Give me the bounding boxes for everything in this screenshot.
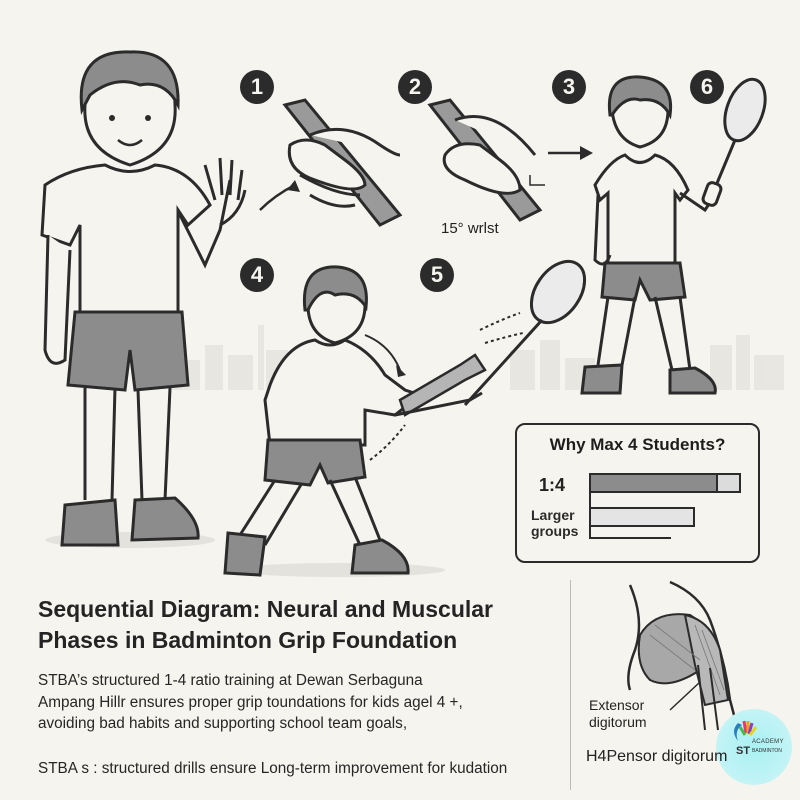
step-badge-3: 3	[552, 70, 586, 104]
muscle-label-secondary: H4Pensor digitorum	[586, 748, 728, 765]
muscle-label-line-2: digitorum	[589, 714, 647, 730]
bar-1-4-ratio	[589, 473, 741, 493]
muscle-label-extensor	[589, 697, 647, 731]
chart-baseline	[589, 537, 671, 539]
paragraph-line-1: STBA’s structured 1-4 ratio training at Dewan Serbaguna	[38, 672, 423, 689]
footer-text: STBA s : structured drills ensure Long-term improvement for kudation	[38, 760, 508, 777]
step-badge-1: 1	[240, 70, 274, 104]
step-badge-2: 2	[398, 70, 432, 104]
title-line-2: Phases in Badminton Grip Foundation	[38, 627, 458, 653]
chart-row-label-larger-groups: Larger groups	[531, 507, 579, 539]
grip-hand-step-1-icon	[255, 100, 400, 230]
ratio-comparison-chart	[515, 423, 760, 563]
step-badge-6: 6	[690, 70, 724, 104]
chart-row-label-1-4: 1:4	[539, 475, 566, 495]
wrist-angle-annotation: 15° wrlst	[441, 220, 499, 237]
page-title	[38, 594, 578, 656]
section-divider	[570, 580, 571, 790]
grip-hand-step-2-icon	[425, 100, 550, 225]
step-badge-5: 5	[420, 258, 454, 292]
boy-holding-racket-illustration	[580, 75, 780, 400]
step-badge-4: 4	[240, 258, 274, 292]
chart-title: Why Max 4 Students?	[549, 435, 726, 454]
logo-text-badminton: BADMINTON	[752, 748, 782, 754]
logo-text-st: ST	[736, 745, 751, 757]
title-line-1: Sequential Diagram: Neural and Muscular	[38, 596, 494, 622]
paragraph-line-2: Ampang Hillr ensures proper grip toundations for kids agel 4 +,	[38, 693, 463, 711]
paragraph-line-3: avoiding bad habits and supporting school team goals,	[38, 715, 408, 732]
logo-text-academy: ACADEMY	[752, 739, 784, 745]
description-paragraph	[38, 670, 578, 735]
bar-larger-groups	[589, 507, 695, 527]
muscle-label-line-1: Extensor	[589, 697, 645, 713]
academy-logo	[716, 709, 792, 785]
boy-waving-illustration	[30, 50, 250, 560]
